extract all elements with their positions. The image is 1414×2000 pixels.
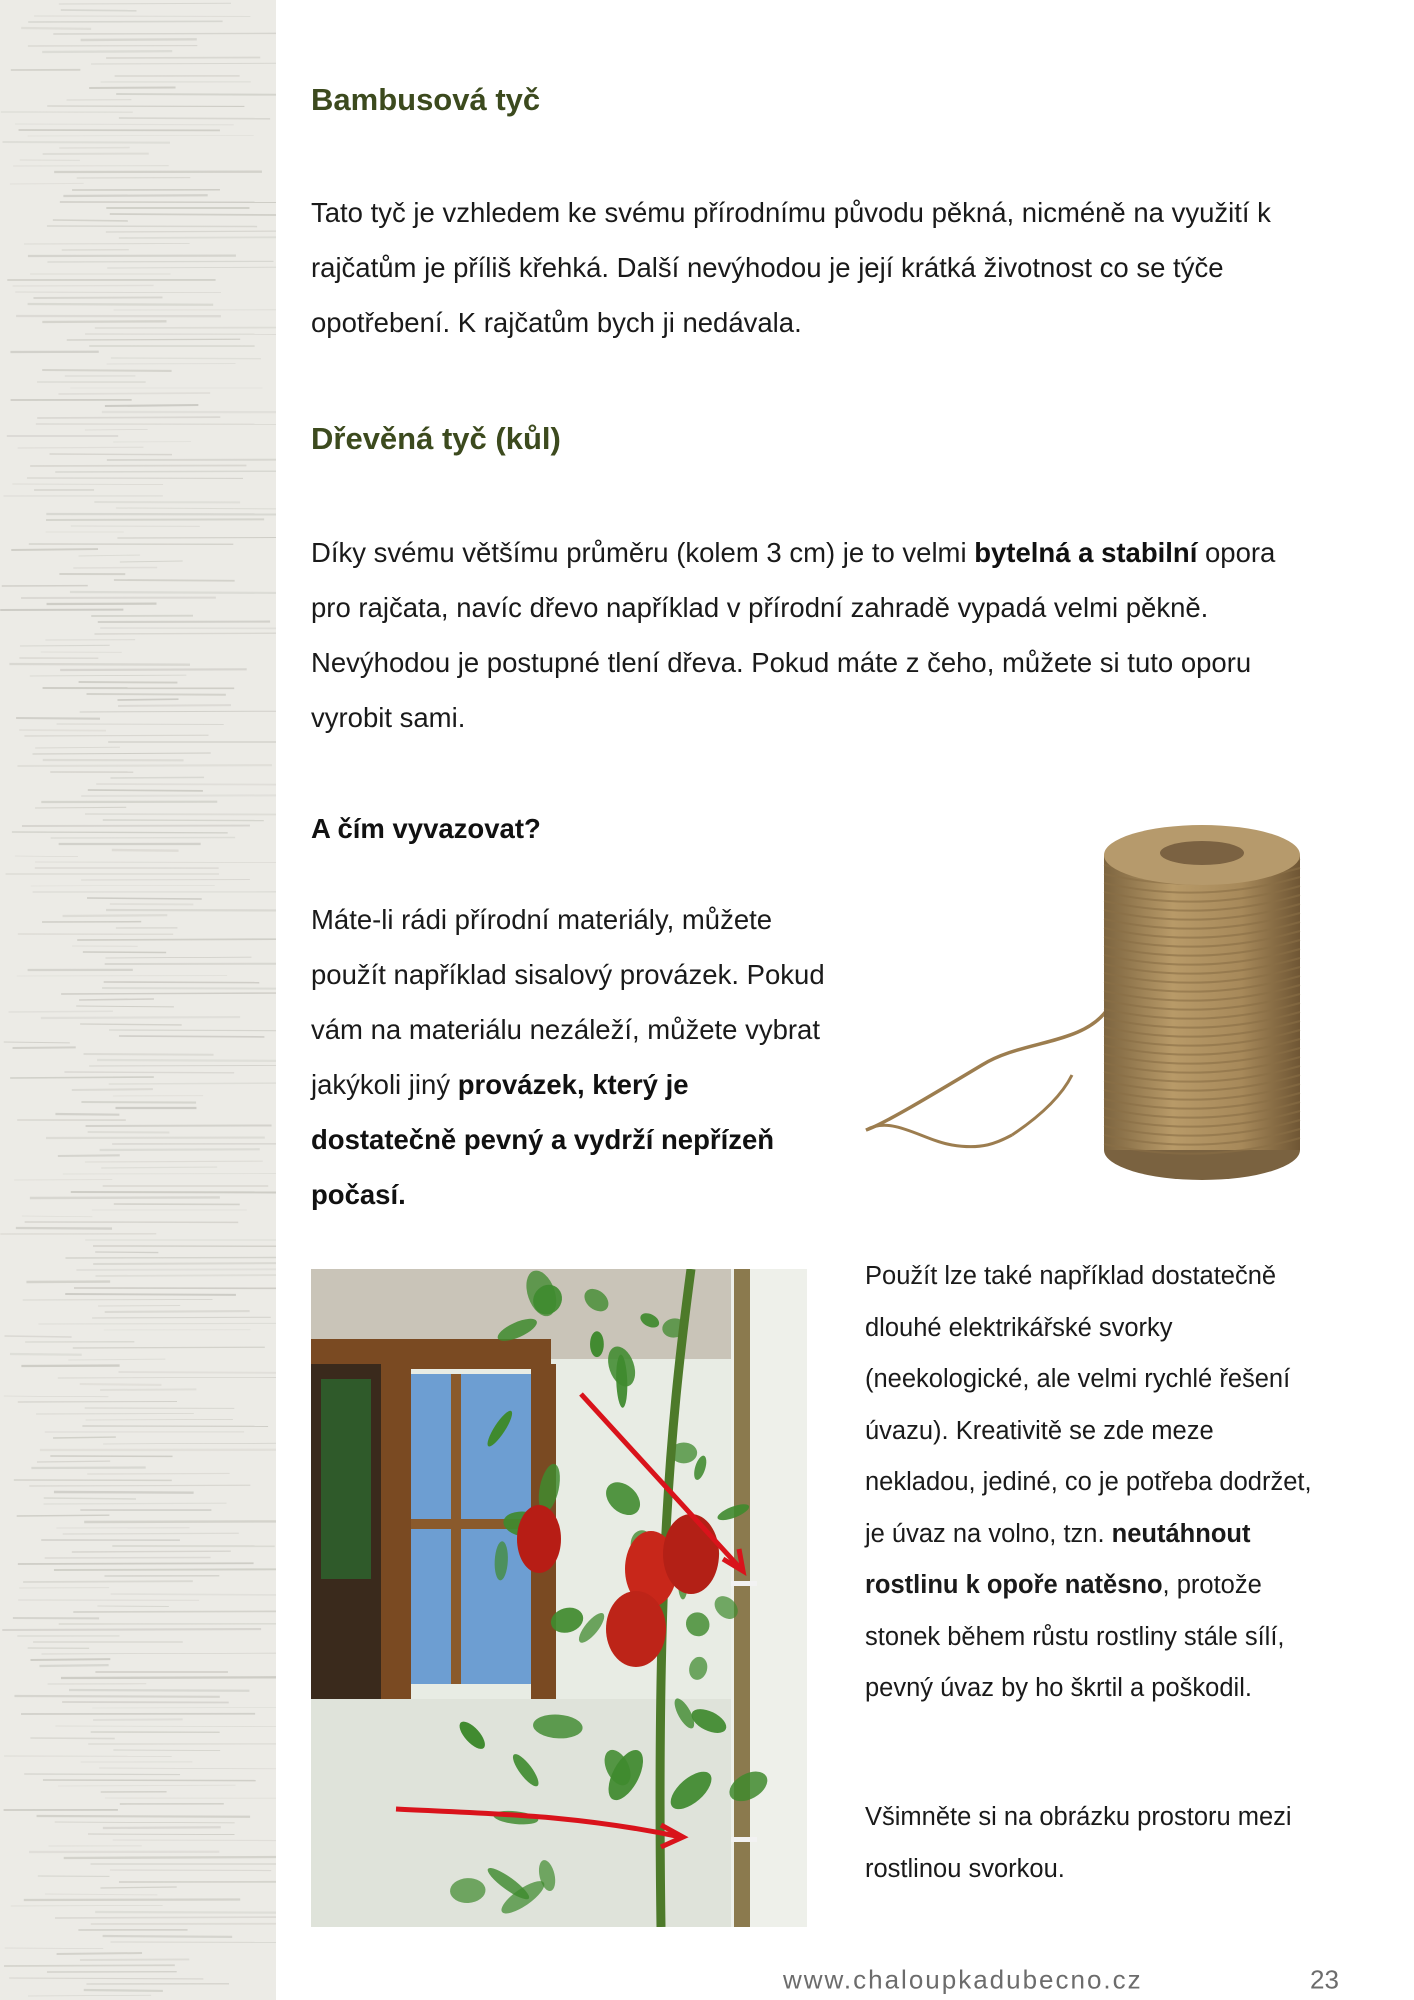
footer-website: www.chaloupkadubecno.cz [783,1964,1143,1995]
bold-phrase: neutáhnout rostlinu k opoře natěsno [865,1519,1251,1599]
bold-phrase: bytelná a stabilní [974,537,1198,568]
heading-wooden-stake: Dřevěná tyč (kůl) [311,421,561,456]
paragraph-note: Všimněte si na obrázku prostoru mezi rostlinou svorkou. [865,1803,1292,1883]
page-number: 23 [1310,1964,1339,1995]
question-heading: A čím vyvazovat? [311,813,541,844]
tomato-plant-photo [311,1269,807,1927]
heading-bamboo: Bambusová tyč [311,82,541,117]
bold-phrase: provázek, který je dostatečně pevný a vydrží nepřízeň počasí. [311,1069,775,1210]
wood-texture-panel [0,0,276,2000]
paragraph-tying: Máte-li rádi přírodní materiály, můžete použít například sisalový provázek. Pokud vám na materiálu nezáleží, můžete vybrat jakýkoli jiný provázek, který je dostatečně pevný a vydrží nepřízeň počasí. [311,904,825,1210]
twine-spool-image [862,795,1324,1195]
paragraph-bamboo: Tato tyč je vzhledem ke svému přírodnímu původu pěkná, nicméně na využití k rajčatům je příliš křehká. Další nevýhodou je její krátká životnost co se týče opotřebení. K rajčatům bych ji nedávala. [311,197,1271,338]
paragraph-wooden-stake: Díky svému většímu průměru (kolem 3 cm) je to velmi bytelná a stabilní opora pro rajčata, navíc dřevo například v přírodní zahradě vypadá velmi pěkně. Nevýhodou je postupné tlení dřeva. Pokud máte z čeho, můžete si tuto oporu vyrobit sami. [311,537,1276,733]
paragraph-clips: Použít lze také například dostatečně dlouhé elektrikářské svorky (neekologické, ale velmi rychlé řešení úvazu). Kreativitě se zde meze nekladou, jediné, co je potřeba dodržet, je úvaz na volno, tzn. neutáhnout rostlinu k opoře natěsno, protože stonek během růstu rostliny stále sílí, pevný úvaz by ho škrtil a poškodil. [865,1262,1312,1702]
